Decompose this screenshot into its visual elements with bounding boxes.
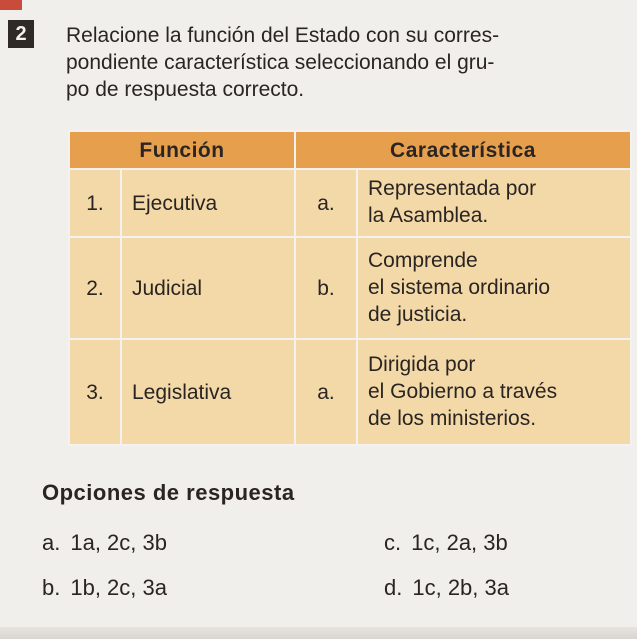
options-title: Opciones de respuesta — [42, 480, 295, 505]
option-letter: b. — [42, 575, 61, 600]
table-header-row — [69, 131, 631, 169]
row-funcion: Legislativa — [121, 339, 295, 445]
header-caracteristica: Característica — [295, 131, 631, 169]
row-letter: a. — [295, 169, 357, 237]
option-text: 1b, 2c, 3a — [70, 575, 167, 600]
question-number: 2 — [8, 20, 34, 48]
corner-decoration — [0, 0, 22, 10]
matching-table — [68, 130, 632, 446]
option-letter: c. — [384, 530, 402, 555]
row-caracteristica — [357, 237, 631, 339]
option-a[interactable] — [42, 530, 177, 556]
table-row — [69, 237, 631, 339]
row-number: 1. — [69, 169, 121, 237]
option-text: 1c, 2b, 3a — [412, 575, 509, 600]
prompt-line: Relacione la función del Estado con su corres- — [66, 24, 500, 47]
option-text: 1c, 2a, 3b — [411, 530, 508, 555]
prompt-line: pondiente característica seleccionando el gru- — [66, 51, 495, 74]
row-funcion: Judicial — [121, 237, 295, 339]
header-funcion: Función — [69, 131, 295, 169]
char-line: el sistema ordinario — [368, 275, 551, 299]
row-caracteristica — [357, 169, 631, 237]
option-d[interactable] — [384, 575, 519, 601]
char-line: de justicia. — [368, 302, 468, 326]
option-letter: d. — [384, 575, 403, 600]
row-funcion: Ejecutiva — [121, 169, 295, 237]
row-letter: b. — [295, 237, 357, 339]
question-prompt — [66, 22, 626, 103]
option-c[interactable] — [384, 530, 518, 556]
row-caracteristica — [357, 339, 631, 445]
prompt-line: po de respuesta correcto. — [66, 78, 305, 101]
table-row — [69, 169, 631, 237]
row-number: 2. — [69, 237, 121, 339]
char-line: Comprende — [368, 248, 478, 272]
char-line: el Gobierno a través — [368, 379, 558, 403]
char-line: de los ministerios. — [368, 406, 537, 430]
option-b[interactable] — [42, 575, 177, 601]
table-row — [69, 339, 631, 445]
char-line: Dirigida por — [368, 352, 476, 376]
row-number: 3. — [69, 339, 121, 445]
option-text: 1a, 2c, 3b — [70, 530, 167, 555]
char-line: la Asamblea. — [368, 204, 489, 227]
page-bottom-edge — [0, 627, 637, 639]
char-line: Representada por — [368, 177, 537, 200]
row-letter: a. — [295, 339, 357, 445]
option-letter: a. — [42, 530, 61, 555]
